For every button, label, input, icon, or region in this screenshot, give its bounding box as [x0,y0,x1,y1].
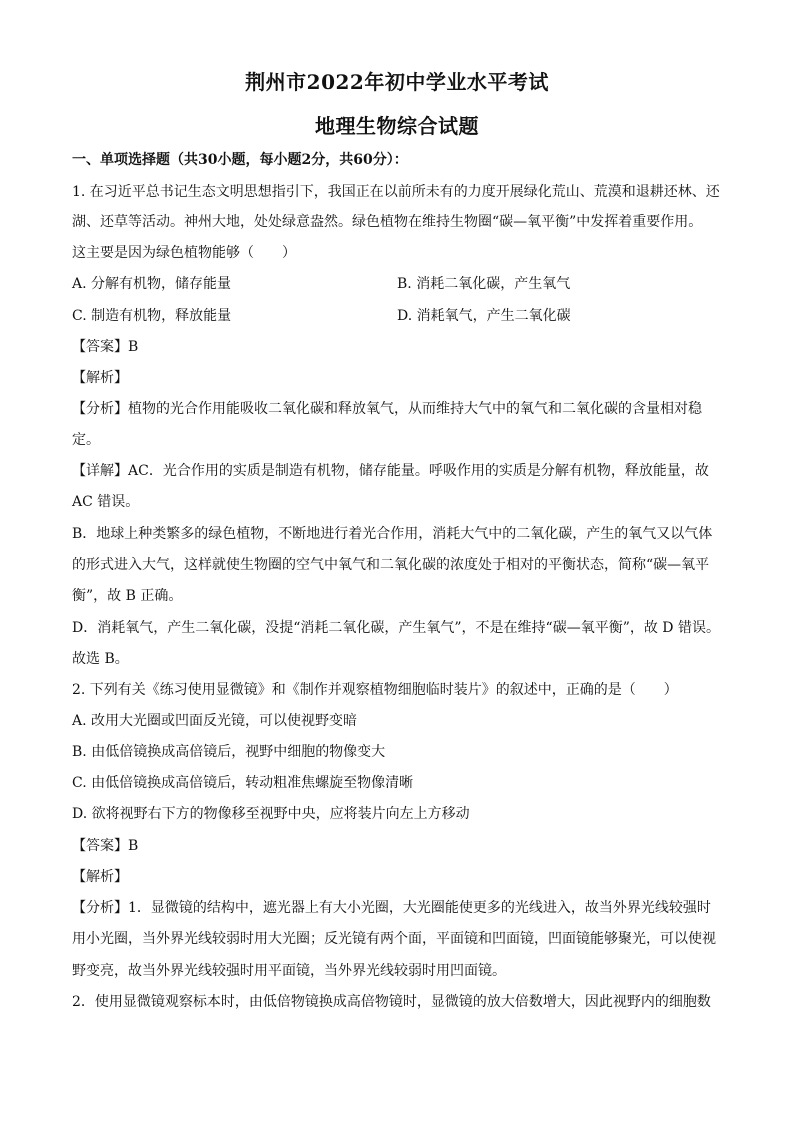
q1-detail-line-2: AC 错误。 [72,494,140,510]
q1-option-d: D. 消耗氧气，产生二氧化碳 [397,308,571,324]
q1-stem-line-3: 这主要是因为绿色植物能够（ ） [72,245,296,261]
exam-title: 荆州市2022年初中学业水平考试 [245,70,549,94]
q2-analysis-line-4: 2．使用显微镜观察标本时，由低倍物镜换成高倍物镜时，显微镜的放大倍数增大，因此视野内的细胞数 [72,994,711,1010]
q1-analysis-label: 【解析】 [72,370,128,386]
section-heading: 一、单项选择题（共30小题，每小题2分，共60分）： [72,152,408,168]
q1-analysis-line-2: 定。 [72,432,100,448]
q2-analysis-line-2: 用小光圈，当外界光线较弱时用大光圈；反光镜有两个面，平面镜和凹面镜，凹面镜能够聚光，可以使视 [72,931,716,947]
q2-analysis-label: 【解析】 [72,869,128,885]
exam-subtitle: 地理生物综合试题 [315,114,479,138]
q2-option-d: D. 欲将视野右下方的物像移至视野中央，应将装片向左上方移动 [72,806,470,822]
q2-option-c: C. 由低倍镜换成高倍镜后，转动粗准焦螺旋至物像清晰 [72,775,414,791]
q1-analysis-line-1: 【分析】植物的光合作用能吸收二氧化碳和释放氧气，从而维持大气中的氧气和二氧化碳的含量相对稳 [72,401,702,417]
q1-detail-line-4: 的形式进入大气，这样就使生物圈的空气中氧气和二氧化碳的浓度处于相对的平衡状态，简称“碳—氧平 [72,557,710,573]
q1-answer: 【答案】B [72,339,139,355]
q2-answer: 【答案】B [72,838,139,854]
q1-option-a: A. 分解有机物，储存能量 [72,276,232,292]
q2-stem: 2. 下列有关《练习使用显微镜》和《制作并观察植物细胞临时装片》的叙述中，正确的是（ ） [72,682,678,698]
q1-detail-line-1: 【详解】AC．光合作用的实质是制造有机物，储存能量。呼吸作用的实质是分解有机物，释放能量，故 [72,463,709,479]
q1-detail-line-6: D．消耗氧气，产生二氧化碳，没提“消耗二氧化碳，产生氧气”，不是在维持“碳—氧平衡”，故 D 错误。 [72,620,720,636]
q1-stem-line-1: 1. 在习近平总书记生态文明思想指引下，我国正在以前所未有的力度开展绿化荒山、荒漠和退耕还林、还 [72,184,720,200]
q2-option-a: A. 改用大光圈或凹面反光镜，可以使视野变暗 [72,713,358,729]
q2-analysis-line-3: 野变亮，故当外界光线较强时用平面镜，当外界光线较弱时用凹面镜。 [72,963,506,979]
q1-stem-line-2: 湖、还草等活动。神州大地，处处绿意盎然。绿色植物在维持生物圈“碳—氧平衡”中发挥着重要作用。 [72,214,703,230]
q1-option-c: C. 制造有机物，释放能量 [72,308,232,324]
q2-analysis-line-1: 【分析】1．显微镜的结构中，遮光器上有大小光圈，大光圈能使更多的光线进入，故当外界光线较强时 [72,900,711,916]
q1-detail-line-5: 衡”，故 B 正确。 [72,588,183,604]
q1-detail-line-3: B．地球上种类繁多的绿色植物，不断地进行着光合作用，消耗大气中的二氧化碳，产生的氧气又以气体 [72,526,713,542]
q1-detail-line-7: 故选 B。 [72,651,129,667]
q1-option-b: B. 消耗二氧化碳，产生氧气 [397,276,571,292]
q2-option-b: B. 由低倍镜换成高倍镜后，视野中细胞的物像变大 [72,744,386,760]
